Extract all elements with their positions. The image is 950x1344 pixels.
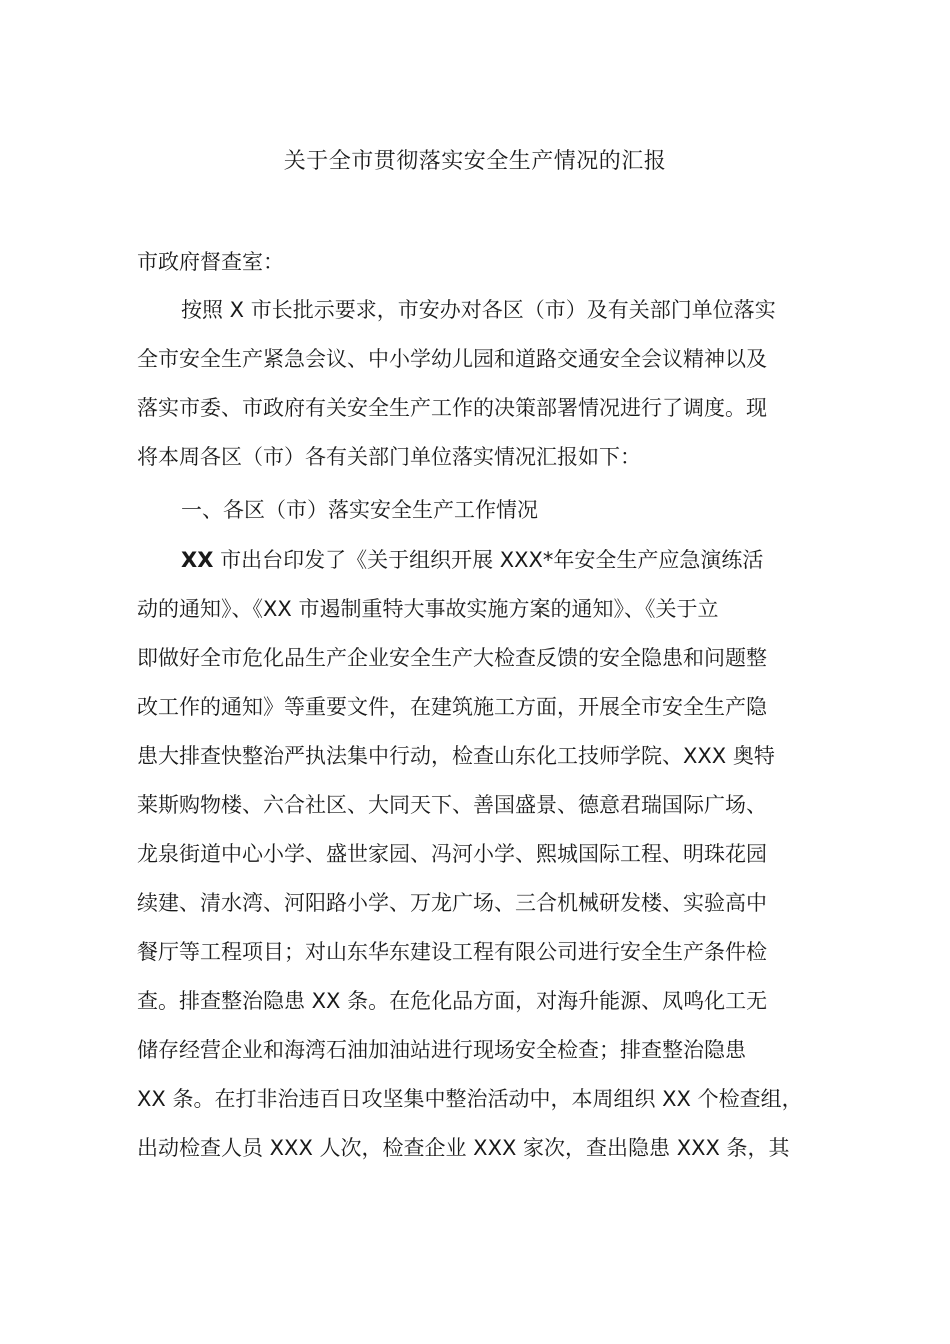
bold-lead: XX [181, 548, 214, 572]
text-line: 查。排查整治隐患 XX 条。在危化品方面，对海升能源、凤鸣化工无 [137, 989, 768, 1013]
salutation: 市政府督查室： [137, 250, 284, 274]
text-line: 续建、清水湾、河阳路小学、万龙广场、三合机械研发楼、实验高中 [137, 891, 767, 915]
text-line: 动的通知》、《XX 市遏制重特大事故实施方案的通知》、《关于立 [137, 597, 719, 621]
paragraph-section-one [137, 536, 817, 1173]
text-line: 即做好全市危化品生产企业安全生产大检查反馈的安全隐患和问题整 [137, 646, 767, 670]
text-line: 改工作的通知》等重要文件，在建筑施工方面，开展全市安全生产隐 [137, 695, 767, 719]
text-line: 龙泉街道中心小学、盛世家园、冯河小学、熙城国际工程、明珠花园 [137, 842, 767, 866]
text-line: 储存经营企业和海湾石油加油站进行现场安全检查；排查整治隐患 [137, 1038, 746, 1062]
text-line: 莱斯购物楼、六合社区、大同天下、善国盛景、德意君瑞国际广场、 [137, 793, 767, 817]
text-line: 餐厅等工程项目；对山东华东建设工程有限公司进行安全生产条件检 [137, 940, 767, 964]
text-line: 落实市委、市政府有关安全生产工作的决策部署情况进行了调度。现 [137, 396, 767, 420]
paragraph-intro [137, 286, 817, 482]
text-line-rest: 市出台印发了《关于组织开展 XXX*年安全生产应急演练活 [213, 548, 764, 572]
section-heading [137, 486, 817, 535]
text-line: XX 条。在打非治违百日攻坚集中整治活动中，本周组织 XX 个检查组， [137, 1087, 803, 1111]
text-line: 出动检查人员 XXX 人次，检查企业 XXX 家次，查出隐患 XXX 条，其 [137, 1136, 790, 1160]
text-line: 按照 X 市长批示要求，市安办对各区（市）及有关部门单位落实 [181, 298, 776, 322]
section-heading-text: 一、各区（市）落实安全生产工作情况 [181, 498, 538, 522]
text-line: 患大排查快整治严执法集中行动，检查山东化工技师学院、XXX 奥特 [137, 744, 775, 768]
text-line [137, 536, 817, 585]
text-line: 全市安全生产紧急会议、中小学幼儿园和道路交通安全会议精神以及 [137, 347, 767, 371]
text-line: 将本周各区（市）各有关部门单位落实情况汇报如下： [137, 445, 641, 469]
document-title: 关于全市贯彻落实安全生产情况的汇报 [283, 149, 667, 174]
